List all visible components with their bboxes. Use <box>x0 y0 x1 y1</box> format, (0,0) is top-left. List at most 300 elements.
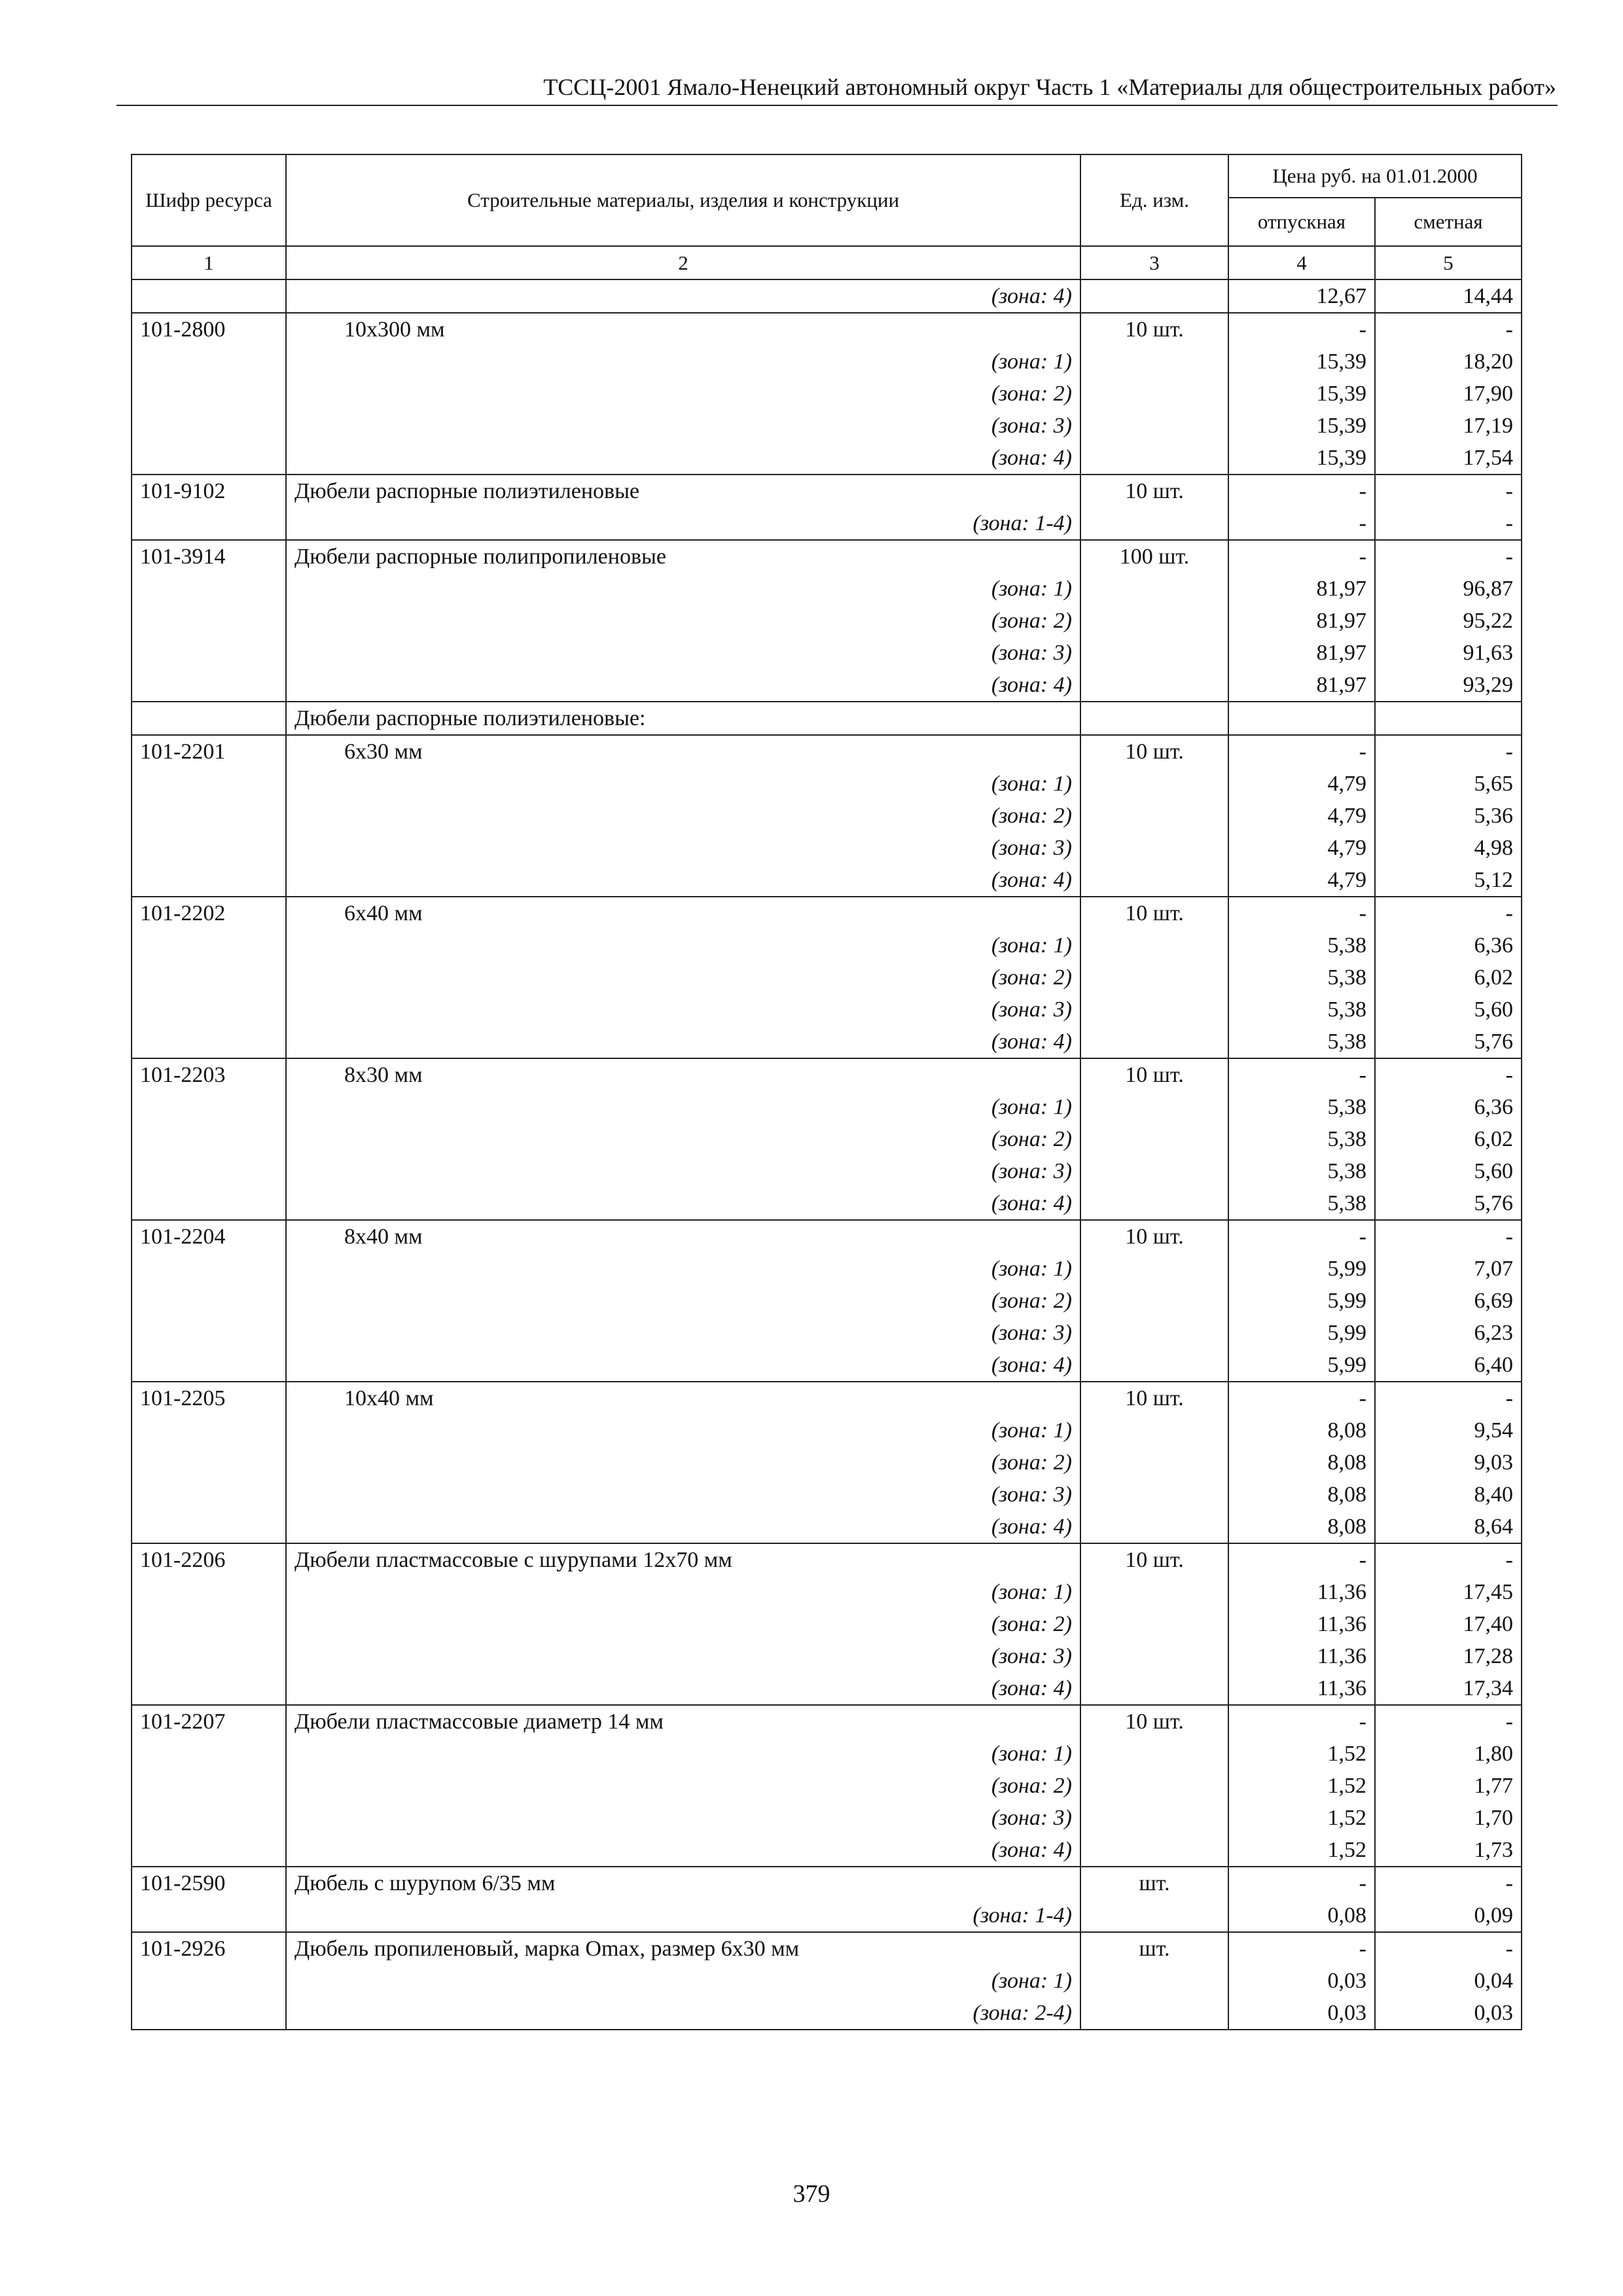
zone-price-estimate: 5,76 <box>1375 1187 1522 1220</box>
zone-price-release: 5,99 <box>1228 1349 1375 1382</box>
zone-price-estimate: 96,87 <box>1375 573 1522 605</box>
zone-label: (зона: 4) <box>286 669 1080 702</box>
zone-label: (зона: 2) <box>286 1123 1080 1155</box>
resource-row <box>132 735 1522 768</box>
price-release <box>1228 702 1375 735</box>
zone-price-release: 15,39 <box>1228 442 1375 475</box>
empty-cell <box>132 279 286 313</box>
resource-name: 10x300 мм <box>286 313 1080 346</box>
header-unit: Ед. изм. <box>1080 154 1228 246</box>
empty-cell <box>132 1414 286 1446</box>
resource-code: 101-2204 <box>132 1220 286 1253</box>
resource-row <box>132 1058 1522 1091</box>
empty-cell <box>1080 1285 1228 1317</box>
resource-unit: 10 шт. <box>1080 1543 1228 1576</box>
zone-price-release: 4,79 <box>1228 800 1375 832</box>
resource-row <box>132 1932 1522 1965</box>
zone-price-release: 11,36 <box>1228 1640 1375 1672</box>
zone-price-estimate: 9,54 <box>1375 1414 1522 1446</box>
empty-cell <box>1080 994 1228 1026</box>
price-estimate: - <box>1375 540 1522 573</box>
zone-row <box>132 1511 1522 1543</box>
empty-cell <box>132 1997 286 2030</box>
price-estimate <box>1375 702 1522 735</box>
empty-cell <box>1080 800 1228 832</box>
price-estimate: - <box>1375 897 1522 929</box>
zone-label: (зона: 1) <box>286 1965 1080 1997</box>
resource-code: 101-2205 <box>132 1382 286 1414</box>
empty-cell <box>1080 1608 1228 1640</box>
zone-label: (зона: 1-4) <box>286 507 1080 540</box>
zone-row <box>132 507 1522 540</box>
empty-cell <box>1080 410 1228 442</box>
zone-row <box>132 1253 1522 1285</box>
empty-cell <box>1080 1479 1228 1511</box>
zone-price-estimate: 5,60 <box>1375 994 1522 1026</box>
zone-label: (зона: 2) <box>286 605 1080 637</box>
resource-row <box>132 1705 1522 1738</box>
empty-cell <box>1080 832 1228 864</box>
empty-cell <box>132 1253 286 1285</box>
resource-name: Дюбели распорные полипропиленовые <box>286 540 1080 573</box>
price-release: - <box>1228 313 1375 346</box>
zone-label: (зона: 3) <box>286 1802 1080 1834</box>
resource-unit: 100 шт. <box>1080 540 1228 573</box>
empty-cell <box>1080 442 1228 475</box>
zone-label: (зона: 1) <box>286 929 1080 961</box>
price-release: - <box>1228 475 1375 507</box>
empty-cell <box>132 1446 286 1479</box>
empty-cell <box>1080 1738 1228 1770</box>
empty-cell <box>1080 961 1228 994</box>
zone-price-estimate: 6,36 <box>1375 929 1522 961</box>
empty-cell <box>1080 1576 1228 1608</box>
resource-name: Дюбели распорные полиэтиленовые <box>286 475 1080 507</box>
zone-price-release: 8,08 <box>1228 1414 1375 1446</box>
zone-row <box>132 1285 1522 1317</box>
zone-row <box>132 378 1522 410</box>
header-code: Шифр ресурса <box>132 154 286 246</box>
empty-cell <box>132 1317 286 1349</box>
empty-cell <box>1080 1187 1228 1220</box>
zone-row <box>132 279 1522 313</box>
zone-price-release: 1,52 <box>1228 1738 1375 1770</box>
zone-row <box>132 1640 1522 1672</box>
resource-code <box>132 702 286 735</box>
resource-row <box>132 1867 1522 1899</box>
empty-cell <box>132 346 286 378</box>
price-release: - <box>1228 540 1375 573</box>
empty-cell <box>132 1834 286 1867</box>
empty-cell <box>132 1026 286 1058</box>
empty-cell <box>132 1285 286 1317</box>
zone-price-release: 5,38 <box>1228 1187 1375 1220</box>
zone-price-release: 8,08 <box>1228 1511 1375 1543</box>
zone-label: (зона: 4) <box>286 1349 1080 1382</box>
empty-cell <box>1080 864 1228 897</box>
zone-row <box>132 800 1522 832</box>
zone-price-estimate: 17,90 <box>1375 378 1522 410</box>
zone-label: (зона: 1) <box>286 1576 1080 1608</box>
resource-row <box>132 1382 1522 1414</box>
zone-row <box>132 410 1522 442</box>
zone-label: (зона: 2) <box>286 800 1080 832</box>
resource-unit <box>1080 702 1228 735</box>
resource-unit: 10 шт. <box>1080 1058 1228 1091</box>
zone-label: (зона: 1-4) <box>286 1899 1080 1932</box>
zone-row <box>132 1770 1522 1802</box>
zone-price-release: 5,99 <box>1228 1285 1375 1317</box>
zone-row <box>132 1672 1522 1705</box>
zone-label: (зона: 4) <box>286 1511 1080 1543</box>
price-release: - <box>1228 1705 1375 1738</box>
zone-row <box>132 1608 1522 1640</box>
resource-name: 6x40 мм <box>286 897 1080 929</box>
zone-label: (зона: 3) <box>286 410 1080 442</box>
zone-price-release: 1,52 <box>1228 1770 1375 1802</box>
zone-row <box>132 832 1522 864</box>
zone-row <box>132 929 1522 961</box>
zone-row <box>132 1446 1522 1479</box>
zone-price-estimate: 1,77 <box>1375 1770 1522 1802</box>
zone-price-estimate: 5,76 <box>1375 1026 1522 1058</box>
zone-price-estimate: 91,63 <box>1375 637 1522 669</box>
resource-code: 101-2201 <box>132 735 286 768</box>
empty-cell <box>132 605 286 637</box>
zone-price-release: 1,52 <box>1228 1834 1375 1867</box>
zone-price-estimate: 9,03 <box>1375 1446 1522 1479</box>
resource-name: Дюбель пропиленовый, марка Omax, размер 6x30 мм <box>286 1932 1080 1965</box>
empty-cell <box>1080 1414 1228 1446</box>
zone-label: (зона: 2) <box>286 378 1080 410</box>
zone-price-estimate: 8,64 <box>1375 1511 1522 1543</box>
zone-label: (зона: 1) <box>286 573 1080 605</box>
zone-price-release: 4,79 <box>1228 864 1375 897</box>
zone-label: (зона: 2) <box>286 1285 1080 1317</box>
resource-name: 8x40 мм <box>286 1220 1080 1253</box>
resource-name: Дюбель с шурупом 6/35 мм <box>286 1867 1080 1899</box>
zone-price-release: 81,97 <box>1228 605 1375 637</box>
zone-row <box>132 1899 1522 1932</box>
zone-price-estimate: 6,02 <box>1375 1123 1522 1155</box>
empty-cell <box>132 442 286 475</box>
empty-cell <box>1080 1640 1228 1672</box>
header-price-group: Цена руб. на 01.01.2000 <box>1228 154 1522 198</box>
zone-price-estimate: 0,03 <box>1375 1997 1522 2030</box>
zone-label: (зона: 1) <box>286 1091 1080 1123</box>
price-estimate: - <box>1375 735 1522 768</box>
empty-cell <box>132 864 286 897</box>
zone-price-estimate: 5,65 <box>1375 768 1522 800</box>
zone-price-estimate: 5,60 <box>1375 1155 1522 1187</box>
zone-price-estimate: 1,80 <box>1375 1738 1522 1770</box>
empty-cell <box>1080 929 1228 961</box>
zone-price-estimate: 1,73 <box>1375 1834 1522 1867</box>
empty-cell <box>132 1608 286 1640</box>
zone-row <box>132 605 1522 637</box>
zone-label: (зона: 4) <box>286 1672 1080 1705</box>
zone-row <box>132 1965 1522 1997</box>
zone-price-release: 5,38 <box>1228 1155 1375 1187</box>
empty-cell <box>132 1640 286 1672</box>
zone-price-release: 15,39 <box>1228 410 1375 442</box>
zone-price-estimate: 93,29 <box>1375 669 1522 702</box>
price-estimate: - <box>1375 1543 1522 1576</box>
empty-cell <box>1080 507 1228 540</box>
price-estimate: - <box>1375 1867 1522 1899</box>
zone-price-release: 11,36 <box>1228 1608 1375 1640</box>
zone-price-estimate: 6,23 <box>1375 1317 1522 1349</box>
resource-row <box>132 313 1522 346</box>
zone-price-estimate: 4,98 <box>1375 832 1522 864</box>
zone-price-release: 0,08 <box>1228 1899 1375 1932</box>
empty-cell <box>1080 573 1228 605</box>
zone-price-estimate: 6,02 <box>1375 961 1522 994</box>
empty-cell <box>132 929 286 961</box>
zone-price-estimate: 6,69 <box>1375 1285 1522 1317</box>
zone-price-release: - <box>1228 507 1375 540</box>
zone-price-estimate: 8,40 <box>1375 1479 1522 1511</box>
zone-price-estimate: - <box>1375 507 1522 540</box>
empty-cell <box>132 994 286 1026</box>
zone-row <box>132 669 1522 702</box>
zone-label: (зона: 3) <box>286 832 1080 864</box>
zone-price-release: 5,99 <box>1228 1253 1375 1285</box>
zone-row <box>132 1155 1522 1187</box>
zone-label: (зона: 1) <box>286 768 1080 800</box>
zone-price-estimate: 17,34 <box>1375 1672 1522 1705</box>
zone-price-estimate: 6,40 <box>1375 1349 1522 1382</box>
resource-name: Дюбели распорные полиэтиленовые: <box>286 702 1080 735</box>
price-estimate: - <box>1375 475 1522 507</box>
zone-price-release: 5,99 <box>1228 1317 1375 1349</box>
price-release: - <box>1228 1058 1375 1091</box>
empty-cell <box>132 1576 286 1608</box>
zone-price-release: 5,38 <box>1228 1026 1375 1058</box>
empty-cell <box>132 637 286 669</box>
resource-name: 8x30 мм <box>286 1058 1080 1091</box>
price-estimate: - <box>1375 1382 1522 1414</box>
price-release: - <box>1228 1867 1375 1899</box>
resource-unit: 10 шт. <box>1080 1220 1228 1253</box>
zone-label: (зона: 2) <box>286 1446 1080 1479</box>
price-estimate: - <box>1375 313 1522 346</box>
resource-unit: 10 шт. <box>1080 1382 1228 1414</box>
zone-label: (зона: 3) <box>286 1479 1080 1511</box>
empty-cell <box>1080 279 1228 313</box>
resource-row <box>132 1220 1522 1253</box>
zone-row <box>132 961 1522 994</box>
zone-price-release: 0,03 <box>1228 1997 1375 2030</box>
zone-price-release: 5,38 <box>1228 1091 1375 1123</box>
zone-price-release: 12,67 <box>1228 279 1375 313</box>
empty-cell <box>132 1155 286 1187</box>
zone-price-release: 4,79 <box>1228 832 1375 864</box>
resource-code: 101-9102 <box>132 475 286 507</box>
resource-unit: 10 шт. <box>1080 735 1228 768</box>
zone-label: (зона: 4) <box>286 442 1080 475</box>
zone-row <box>132 442 1522 475</box>
col-number: 4 <box>1228 246 1375 279</box>
resource-code: 101-2203 <box>132 1058 286 1091</box>
zone-price-estimate: 0,09 <box>1375 1899 1522 1932</box>
resource-unit: 10 шт. <box>1080 1705 1228 1738</box>
zone-row <box>132 1997 1522 2030</box>
resource-code: 101-2207 <box>132 1705 286 1738</box>
col-number: 2 <box>286 246 1080 279</box>
empty-cell <box>132 1770 286 1802</box>
resource-unit: шт. <box>1080 1932 1228 1965</box>
empty-cell <box>1080 1155 1228 1187</box>
empty-cell <box>132 832 286 864</box>
empty-cell <box>132 1965 286 1997</box>
zone-price-release: 1,52 <box>1228 1802 1375 1834</box>
zone-row <box>132 1123 1522 1155</box>
empty-cell <box>1080 1026 1228 1058</box>
zone-row <box>132 637 1522 669</box>
resource-name: 10x40 мм <box>286 1382 1080 1414</box>
resource-unit: 10 шт. <box>1080 313 1228 346</box>
empty-cell <box>132 669 286 702</box>
resource-unit: 10 шт. <box>1080 897 1228 929</box>
zone-price-release: 11,36 <box>1228 1576 1375 1608</box>
zone-price-release: 4,79 <box>1228 768 1375 800</box>
zone-price-release: 5,38 <box>1228 961 1375 994</box>
zone-price-release: 81,97 <box>1228 637 1375 669</box>
col-number: 5 <box>1375 246 1522 279</box>
empty-cell <box>132 1091 286 1123</box>
empty-cell <box>132 410 286 442</box>
zone-row <box>132 1026 1522 1058</box>
resource-row <box>132 897 1522 929</box>
col-number: 1 <box>132 246 286 279</box>
empty-cell <box>132 1738 286 1770</box>
zone-row <box>132 768 1522 800</box>
empty-cell <box>132 768 286 800</box>
empty-cell <box>1080 1091 1228 1123</box>
zone-row <box>132 346 1522 378</box>
empty-cell <box>1080 1317 1228 1349</box>
zone-label: (зона: 1) <box>286 1253 1080 1285</box>
empty-cell <box>1080 1253 1228 1285</box>
zone-row <box>132 1738 1522 1770</box>
empty-cell <box>1080 1511 1228 1543</box>
materials-price-table <box>131 154 1522 2030</box>
resource-code: 101-2800 <box>132 313 286 346</box>
zone-label: (зона: 3) <box>286 1317 1080 1349</box>
zone-label: (зона: 3) <box>286 994 1080 1026</box>
empty-cell <box>1080 1802 1228 1834</box>
price-release: - <box>1228 1220 1375 1253</box>
zone-row <box>132 864 1522 897</box>
empty-cell <box>132 1511 286 1543</box>
empty-cell <box>132 1672 286 1705</box>
resource-name: Дюбели пластмассовые с шурупами 12x70 мм <box>286 1543 1080 1576</box>
zone-label: (зона: 4) <box>286 279 1080 313</box>
resource-row <box>132 1543 1522 1576</box>
empty-cell <box>132 1802 286 1834</box>
zone-price-release: 81,97 <box>1228 573 1375 605</box>
zone-label: (зона: 2) <box>286 1770 1080 1802</box>
zone-price-estimate: 95,22 <box>1375 605 1522 637</box>
resource-code: 101-2202 <box>132 897 286 929</box>
zone-row <box>132 573 1522 605</box>
empty-cell <box>132 507 286 540</box>
zone-price-release: 8,08 <box>1228 1479 1375 1511</box>
price-release: - <box>1228 1543 1375 1576</box>
zone-price-estimate: 17,54 <box>1375 442 1522 475</box>
price-estimate: - <box>1375 1705 1522 1738</box>
zone-label: (зона: 2-4) <box>286 1997 1080 2030</box>
resource-row <box>132 540 1522 573</box>
zone-row <box>132 1414 1522 1446</box>
empty-cell <box>1080 378 1228 410</box>
empty-cell <box>132 1123 286 1155</box>
empty-cell <box>132 800 286 832</box>
header-name: Строительные материалы, изделия и конструкции <box>286 154 1080 246</box>
zone-price-release: 8,08 <box>1228 1446 1375 1479</box>
zone-price-estimate: 0,04 <box>1375 1965 1522 1997</box>
resource-code: 101-2206 <box>132 1543 286 1576</box>
empty-cell <box>1080 1672 1228 1705</box>
zone-label: (зона: 4) <box>286 864 1080 897</box>
empty-cell <box>132 961 286 994</box>
price-estimate: - <box>1375 1058 1522 1091</box>
resource-row <box>132 475 1522 507</box>
resource-unit: шт. <box>1080 1867 1228 1899</box>
empty-cell <box>1080 637 1228 669</box>
empty-cell <box>1080 1899 1228 1932</box>
zone-price-release: 5,38 <box>1228 994 1375 1026</box>
empty-cell <box>1080 669 1228 702</box>
price-release: - <box>1228 1932 1375 1965</box>
empty-cell <box>1080 1123 1228 1155</box>
price-estimate: - <box>1375 1932 1522 1965</box>
zone-label: (зона: 1) <box>286 346 1080 378</box>
zone-price-estimate: 17,28 <box>1375 1640 1522 1672</box>
zone-price-release: 5,38 <box>1228 1123 1375 1155</box>
resource-code: 101-2590 <box>132 1867 286 1899</box>
resource-row <box>132 702 1522 735</box>
zone-price-estimate: 6,36 <box>1375 1091 1522 1123</box>
price-release: - <box>1228 1382 1375 1414</box>
zone-price-estimate: 14,44 <box>1375 279 1522 313</box>
zone-price-release: 0,03 <box>1228 1965 1375 1997</box>
zone-price-estimate: 17,45 <box>1375 1576 1522 1608</box>
zone-price-estimate: 17,40 <box>1375 1608 1522 1640</box>
zone-label: (зона: 2) <box>286 961 1080 994</box>
empty-cell <box>1080 1349 1228 1382</box>
zone-label: (зона: 3) <box>286 637 1080 669</box>
zone-row <box>132 1479 1522 1511</box>
resource-code: 101-2926 <box>132 1932 286 1965</box>
zone-price-release: 81,97 <box>1228 669 1375 702</box>
empty-cell <box>132 573 286 605</box>
empty-cell <box>1080 768 1228 800</box>
col-number: 3 <box>1080 246 1228 279</box>
zone-row <box>132 1187 1522 1220</box>
zone-label: (зона: 1) <box>286 1738 1080 1770</box>
price-release: - <box>1228 897 1375 929</box>
zone-price-estimate: 7,07 <box>1375 1253 1522 1285</box>
empty-cell <box>1080 346 1228 378</box>
empty-cell <box>132 378 286 410</box>
empty-cell <box>1080 1834 1228 1867</box>
header-rule <box>116 105 1558 106</box>
zone-row <box>132 1091 1522 1123</box>
page-number: 379 <box>793 2180 830 2208</box>
zone-row <box>132 994 1522 1026</box>
